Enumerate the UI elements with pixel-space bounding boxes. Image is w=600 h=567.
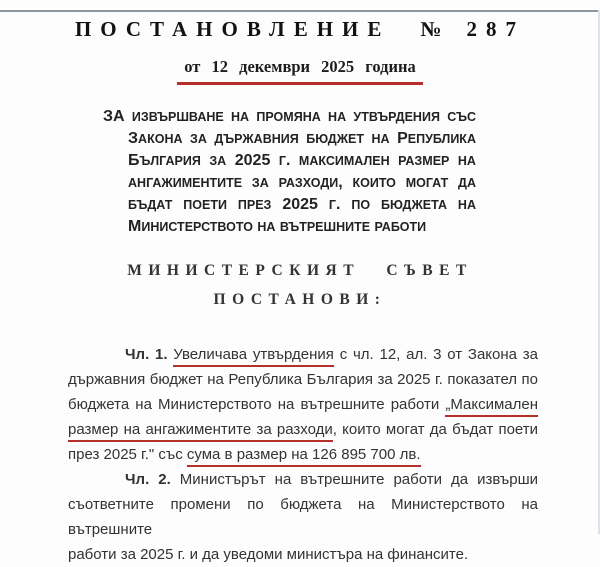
decree-date-row <box>0 57 600 85</box>
plain-text: с чл. 12, ал. 3 от Закона за <box>333 346 538 363</box>
text-line <box>68 442 538 467</box>
plain-text: съответните промени по бюджета на Министерството на вътрешните <box>68 496 538 538</box>
text-line <box>68 492 538 542</box>
decree-number-sign: № <box>420 17 451 41</box>
plain-text: държавния бюджет на Република България за 2025 г. показател по <box>68 371 538 388</box>
text-line <box>128 216 476 238</box>
plain-text: Министърът на вътрешните работи да извърши <box>170 471 538 488</box>
decree-subject-block <box>103 106 476 238</box>
document-page <box>0 10 600 567</box>
council-heading-line1: МИНИСТЕРСКИЯТ СЪВЕТ <box>127 262 473 279</box>
text-line <box>68 417 538 442</box>
plain-text: работи за 2025 г. и да уведоми министъра на финансите. <box>68 546 469 563</box>
council-heading <box>0 256 600 314</box>
council-heading-line2: ПОСТАНОВИ: <box>213 291 387 308</box>
decree-body <box>68 342 538 567</box>
text-line <box>128 150 476 172</box>
plain-text: , които могат да бъдат поети <box>332 421 539 438</box>
text-line <box>68 367 538 392</box>
bold-text: Чл. 1. <box>125 346 168 363</box>
decree-title-word: ПОСТАНОВЛЕНИЕ <box>74 17 391 41</box>
red-underlined-text: размер на ангажиментите за разходи <box>68 421 333 442</box>
decree-title <box>0 16 600 42</box>
top-divider-rule <box>0 10 600 12</box>
text-line <box>68 542 538 567</box>
small-caps-text: ЗАКОНА ЗА ДЪРЖАВНИЯ БЮДЖЕТ НА РЕПУБЛИКА <box>128 130 476 147</box>
small-caps-text: АНГАЖИМЕНТИТЕ ЗА РАЗХОДИ, КОИТО МОГАТ ДА <box>128 174 476 191</box>
small-caps-text: БЪЛГАРИЯ ЗА 2025 Г. МАКСИМАЛЕН РАЗМЕР НА <box>128 152 476 169</box>
decree-number: 287 <box>466 17 526 41</box>
text-line <box>128 172 476 194</box>
plain-text: през 2025 г." със <box>68 446 187 463</box>
text-line <box>68 342 538 367</box>
article-2 <box>68 467 538 567</box>
text-line <box>68 467 538 492</box>
red-underlined-text: Увеличава утвърдения <box>173 346 334 367</box>
bold-text: Чл. 2. <box>125 471 171 488</box>
article-1 <box>68 342 538 467</box>
text-line <box>128 128 476 150</box>
decree-date-red-underlined: от 12 декември 2025 година <box>177 57 423 85</box>
text-line <box>68 392 538 417</box>
small-caps-text: МИНИСТЕРСТВОТО НА ВЪТРЕШНИТЕ РАБОТИ <box>128 218 427 235</box>
plain-text: бюджета на Министерството на вътрешните работи <box>68 396 446 413</box>
text-line <box>103 106 476 128</box>
red-underlined-text: „Максимален <box>445 396 538 417</box>
small-caps-text: БЪДАТ ПОЕТИ ПРЕЗ 2025 Г. ПО БЮДЖЕТА НА <box>128 196 476 213</box>
small-caps-text: ЗА ИЗВЪРШВАНЕ НА ПРОМЯНА НА УТВЪРДЕНИЯ СЪС <box>103 108 476 125</box>
red-underlined-text: сума в размер на 126 895 700 лв. <box>187 446 421 467</box>
text-line <box>128 194 476 216</box>
